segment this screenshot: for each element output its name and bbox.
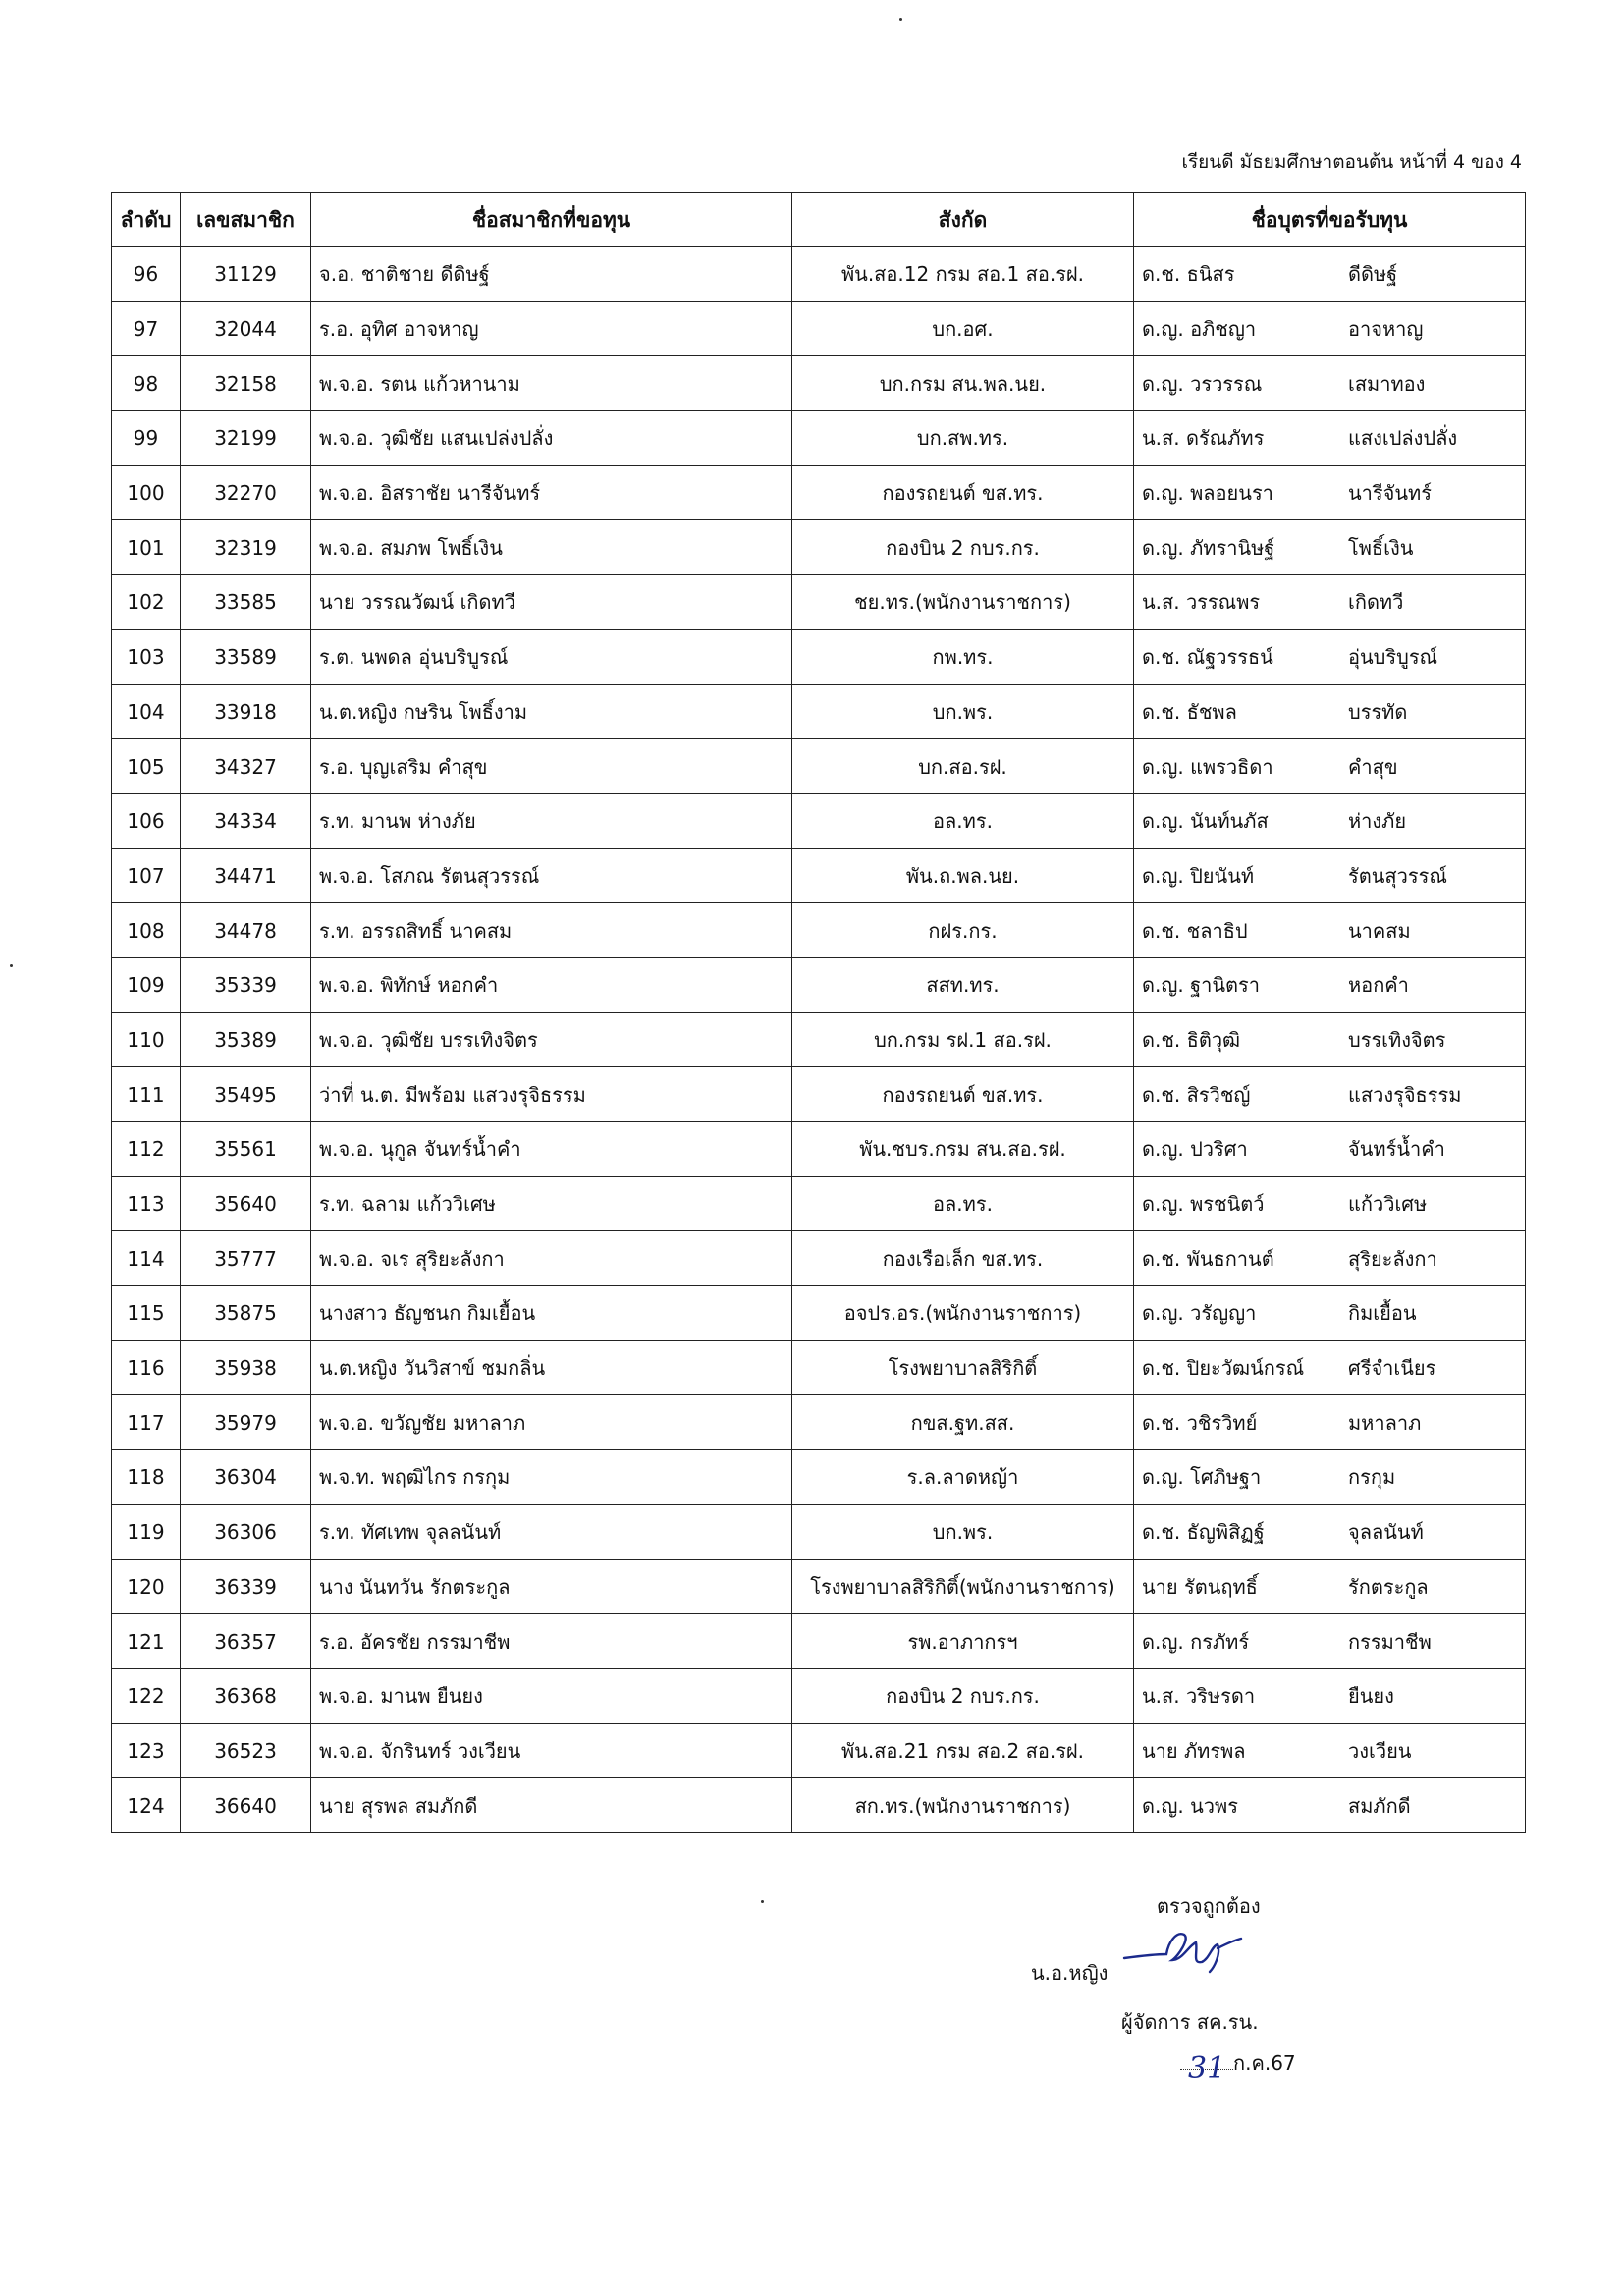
child-surname: อาจหาญ [1348, 317, 1424, 342]
table-row [112, 1340, 1526, 1395]
table-row [112, 739, 1526, 794]
cell-child-name [1134, 356, 1526, 411]
child-given-name: ด.ช. ธนิสร [1142, 262, 1235, 287]
cell-no: 102 [112, 575, 181, 630]
cell-child-name [1134, 301, 1526, 356]
cell-member-id: 35777 [181, 1231, 311, 1286]
scan-dot [10, 964, 13, 967]
cell-no: 103 [112, 629, 181, 684]
child-surname: รัตนสุวรรณ์ [1348, 863, 1447, 888]
table-header-row [112, 193, 1526, 247]
cell-no: 112 [112, 1122, 181, 1177]
cell-unit: พัน.สอ.21 กรม สอ.2 สอ.รฝ. [792, 1723, 1134, 1778]
child-surname: มหาลาภ [1348, 1410, 1422, 1435]
child-surname: คำสุข [1348, 754, 1398, 779]
cell-member-name: จ.อ. ชาติชาย ดีดิษฐ์ [311, 247, 792, 302]
cell-child-name [1134, 793, 1526, 848]
table-row [112, 1778, 1526, 1833]
cell-no: 113 [112, 1176, 181, 1231]
child-given-name: ด.ญ. พรชนิตว์ [1142, 1192, 1265, 1217]
child-surname: จันทร์น้ำคำ [1348, 1137, 1445, 1162]
cell-member-name: พ.จ.อ. สมภพ โพธิ์เงิน [311, 520, 792, 575]
header-unit: สังกัด [792, 193, 1134, 247]
child-given-name: ด.ช. ธัญพิสิฏฐ์ [1142, 1520, 1265, 1545]
cell-child-name [1134, 1122, 1526, 1177]
cell-child-name [1134, 957, 1526, 1012]
child-surname: กรรมาชีพ [1348, 1629, 1432, 1654]
cell-unit: พัน.สอ.12 กรม สอ.1 สอ.รฝ. [792, 247, 1134, 302]
table-row [112, 411, 1526, 466]
cell-member-name: ร.อ. อัครชัย กรรมาชีพ [311, 1614, 792, 1669]
cell-member-name: พ.จ.อ. นุกูล จันทร์น้ำคำ [311, 1122, 792, 1177]
cell-unit: ชย.ทร.(พนักงานราชการ) [792, 575, 1134, 630]
table-row [112, 848, 1526, 903]
cell-no: 108 [112, 903, 181, 958]
cell-unit: กองบิน 2 กบร.กร. [792, 520, 1134, 575]
scan-dot [899, 18, 902, 21]
cell-child-name [1134, 684, 1526, 739]
child-surname: รักตระกูล [1348, 1574, 1429, 1599]
cell-no: 109 [112, 957, 181, 1012]
child-surname: เสมาทอง [1348, 371, 1426, 396]
child-surname: นาคสม [1348, 918, 1411, 943]
cell-member-name: พ.จ.อ. วุฒิชัย บรรเทิงจิตร [311, 1012, 792, 1067]
table-row [112, 575, 1526, 630]
child-given-name: น.ส. วริษรดา [1142, 1684, 1256, 1709]
cell-child-name [1134, 411, 1526, 466]
cell-no: 123 [112, 1723, 181, 1778]
cell-member-name: ร.ท. ทัศเทพ จุลลนันท์ [311, 1504, 792, 1559]
cell-unit: บก.อศ. [792, 301, 1134, 356]
cell-no: 96 [112, 247, 181, 302]
cell-no: 120 [112, 1559, 181, 1614]
cell-unit: บก.กรม สน.พล.นย. [792, 356, 1134, 411]
signature-date [1180, 2048, 1296, 2086]
child-surname: ดีดิษฐ์ [1348, 262, 1398, 287]
cell-member-id: 35389 [181, 1012, 311, 1067]
child-surname: ยืนยง [1348, 1684, 1394, 1709]
child-surname: หอกคำ [1348, 973, 1409, 998]
cell-no: 110 [112, 1012, 181, 1067]
table-row [112, 1504, 1526, 1559]
cell-member-id: 36304 [181, 1450, 311, 1505]
cell-member-id: 32319 [181, 520, 311, 575]
date-month-year: ก.ค.67 [1233, 2051, 1296, 2075]
scholarship-table [111, 192, 1526, 1833]
cell-unit: ร.ล.ลาดหญ้า [792, 1450, 1134, 1505]
cell-member-id: 36368 [181, 1668, 311, 1723]
cell-child-name [1134, 1286, 1526, 1341]
table-row [112, 629, 1526, 684]
cell-no: 117 [112, 1395, 181, 1450]
cell-member-name: ร.ท. ฉลาม แก้ววิเศษ [311, 1176, 792, 1231]
child-given-name: ด.ญ. วรวรรณ [1142, 371, 1263, 396]
child-given-name: ด.ญ. นวพร [1142, 1793, 1238, 1818]
cell-member-id: 31129 [181, 247, 311, 302]
cell-unit: อจปร.อร.(พนักงานราชการ) [792, 1286, 1134, 1341]
cell-no: 121 [112, 1614, 181, 1669]
header-no: ลำดับ [112, 193, 181, 247]
child-surname: กรกุม [1348, 1465, 1396, 1490]
cell-member-name: พ.จ.อ. อิสราชัย นารีจันทร์ [311, 465, 792, 520]
child-surname: แก้ววิเศษ [1348, 1192, 1428, 1217]
cell-child-name [1134, 1559, 1526, 1614]
child-surname: เกิดทวี [1348, 590, 1404, 615]
cell-member-name: นาง นันทวัน รักตระกูล [311, 1559, 792, 1614]
cell-member-name: ร.อ. บุญเสริม คำสุข [311, 739, 792, 794]
cell-member-id: 32158 [181, 356, 311, 411]
child-surname: ห่างภัย [1348, 809, 1407, 834]
child-given-name: ด.ช. วชิรวิทย์ [1142, 1410, 1258, 1435]
child-surname: บรรทัด [1348, 699, 1408, 724]
cell-unit: บก.พร. [792, 684, 1134, 739]
child-given-name: ด.ช. ธัชพล [1142, 699, 1237, 724]
child-given-name: นาย ภัทรพล [1142, 1738, 1246, 1763]
cell-member-name: พ.จ.อ. รตน แก้วหานาม [311, 356, 792, 411]
cell-unit: กองรถยนต์ ขส.ทร. [792, 465, 1134, 520]
cell-member-name: น.ต.หญิง กษริน โพธิ์งาม [311, 684, 792, 739]
cell-member-id: 36306 [181, 1504, 311, 1559]
cell-member-id: 35640 [181, 1176, 311, 1231]
cell-member-id: 35339 [181, 957, 311, 1012]
cell-member-id: 33589 [181, 629, 311, 684]
cell-no: 122 [112, 1668, 181, 1723]
cell-child-name [1134, 575, 1526, 630]
cell-member-id: 34478 [181, 903, 311, 958]
child-surname: อุ่นบริบูรณ์ [1348, 645, 1438, 670]
cell-no: 124 [112, 1778, 181, 1833]
child-surname: โพธิ์เงิน [1348, 535, 1414, 560]
cell-member-id: 35938 [181, 1340, 311, 1395]
cell-child-name [1134, 1450, 1526, 1505]
child-surname: ศรีจำเนียร [1348, 1356, 1436, 1381]
cell-child-name [1134, 848, 1526, 903]
child-given-name: ด.ช. ชลาธิป [1142, 918, 1248, 943]
header-child-name: ชื่อบุตรที่ขอรับทุน [1134, 193, 1526, 247]
cell-unit: พัน.ชบร.กรม สน.สอ.รฝ. [792, 1122, 1134, 1177]
table-row [112, 1012, 1526, 1067]
cell-unit: กองบิน 2 กบร.กร. [792, 1668, 1134, 1723]
cell-member-name: นาย สุรพล สมภักดี [311, 1778, 792, 1833]
table-row [112, 465, 1526, 520]
child-given-name: ด.ญ. แพรวธิดา [1142, 754, 1273, 779]
cell-child-name [1134, 520, 1526, 575]
cell-unit: กพ.ทร. [792, 629, 1134, 684]
cell-child-name [1134, 1668, 1526, 1723]
cell-member-name: ร.อ. อุทิศ อาจหาญ [311, 301, 792, 356]
cell-member-name: นางสาว ธัญชนก กิมเยื้อน [311, 1286, 792, 1341]
child-given-name: ด.ช. สิรวิชญ์ [1142, 1082, 1251, 1107]
child-surname: นารีจันทร์ [1348, 481, 1432, 506]
cell-member-name: ว่าที่ น.ต. มีพร้อม แสวงรุจิธรรม [311, 1067, 792, 1122]
cell-unit: อล.ทร. [792, 1176, 1134, 1231]
cell-member-id: 36640 [181, 1778, 311, 1833]
cell-no: 101 [112, 520, 181, 575]
cell-member-name: นาย วรรณวัฒน์ เกิดทวี [311, 575, 792, 630]
table-row [112, 903, 1526, 958]
cell-member-id: 36357 [181, 1614, 311, 1669]
cell-member-name: พ.จ.อ. ขวัญชัย มหาลาภ [311, 1395, 792, 1450]
cell-unit: สก.ทร.(พนักงานราชการ) [792, 1778, 1134, 1833]
child-given-name: น.ส. วรรณพร [1142, 590, 1261, 615]
cell-member-name: พ.จ.อ. โสภณ รัตนสุวรรณ์ [311, 848, 792, 903]
cell-member-name: ร.ท. อรรถสิทธิ์ นาคสม [311, 903, 792, 958]
child-given-name: ด.ญ. ฐานิตรา [1142, 973, 1260, 998]
cell-no: 114 [112, 1231, 181, 1286]
child-surname: สุริยะลังกา [1348, 1246, 1437, 1271]
cell-child-name [1134, 247, 1526, 302]
cell-no: 118 [112, 1450, 181, 1505]
cell-member-name: ร.ต. นพดล อุ่นบริบูรณ์ [311, 629, 792, 684]
cell-member-id: 35495 [181, 1067, 311, 1122]
cell-unit: โรงพยาบาลสิริกิติ์(พนักงานราชการ) [792, 1559, 1134, 1614]
cell-child-name [1134, 1067, 1526, 1122]
table-row [112, 1559, 1526, 1614]
cell-member-id: 36523 [181, 1723, 311, 1778]
cell-member-name: พ.จ.อ. มานพ ยืนยง [311, 1668, 792, 1723]
cell-member-id: 34334 [181, 793, 311, 848]
cell-no: 97 [112, 301, 181, 356]
child-surname: กิมเยื้อน [1348, 1301, 1417, 1326]
child-given-name: ด.ญ. พลอยนรา [1142, 481, 1273, 506]
cell-no: 98 [112, 356, 181, 411]
cell-child-name [1134, 1723, 1526, 1778]
cell-unit: สสท.ทร. [792, 957, 1134, 1012]
cell-child-name [1134, 465, 1526, 520]
table-row [112, 1395, 1526, 1450]
cell-child-name [1134, 1176, 1526, 1231]
cell-member-id: 32199 [181, 411, 311, 466]
child-given-name: ด.ญ. ปิยนันท์ [1142, 863, 1255, 888]
table-row [112, 1450, 1526, 1505]
date-day: 31 [1188, 2051, 1226, 2086]
cell-no: 105 [112, 739, 181, 794]
cell-no: 116 [112, 1340, 181, 1395]
child-surname: บรรเทิงจิตร [1348, 1027, 1446, 1052]
cell-member-name: พ.จ.อ. พิทักษ์ หอกคำ [311, 957, 792, 1012]
cell-member-id: 32044 [181, 301, 311, 356]
cell-member-name: พ.จ.อ. จเร สุริยะลังกา [311, 1231, 792, 1286]
table-row [112, 684, 1526, 739]
cell-member-name: พ.จ.อ. วุฒิชัย แสนเปล่งปลั่ง [311, 411, 792, 466]
table-row [112, 301, 1526, 356]
cell-child-name [1134, 903, 1526, 958]
table-row [112, 1067, 1526, 1122]
table-row [112, 1122, 1526, 1177]
cell-unit: บก.สพ.ทร. [792, 411, 1134, 466]
child-given-name: น.ส. ดรัณภัทร [1142, 426, 1265, 451]
cell-member-name: ร.ท. มานพ ห่างภัย [311, 793, 792, 848]
child-surname: จุลลนันท์ [1348, 1520, 1424, 1545]
child-given-name: ด.ช. ณัฐวรรธน์ [1142, 645, 1273, 670]
cell-no: 115 [112, 1286, 181, 1341]
signer-position: ผู้จัดการ สค.รน. [1121, 2010, 1259, 2034]
child-given-name: ด.ญ. วรัญญา [1142, 1301, 1257, 1326]
table-row [112, 1286, 1526, 1341]
child-given-name: ด.ช. ธิติวุฒิ [1142, 1027, 1241, 1052]
table-row [112, 356, 1526, 411]
cell-unit: กองรถยนต์ ขส.ทร. [792, 1067, 1134, 1122]
cell-member-id: 35875 [181, 1286, 311, 1341]
table-row [112, 1668, 1526, 1723]
cell-member-id: 33585 [181, 575, 311, 630]
cell-no: 111 [112, 1067, 181, 1122]
cell-no: 99 [112, 411, 181, 466]
cell-unit: อล.ทร. [792, 793, 1134, 848]
child-given-name: ด.ญ. อภิชญา [1142, 317, 1257, 342]
signature-block [1021, 1890, 1414, 2087]
cell-no: 119 [112, 1504, 181, 1559]
child-surname: วงเวียน [1348, 1738, 1412, 1763]
cell-unit: รพ.อาภากรฯ [792, 1614, 1134, 1669]
cell-child-name [1134, 1012, 1526, 1067]
table-row [112, 1723, 1526, 1778]
table-row [112, 1176, 1526, 1231]
child-given-name: ด.ช. ปิยะวัฒน์กรณ์ [1142, 1356, 1305, 1381]
table-row [112, 247, 1526, 302]
table-row [112, 793, 1526, 848]
cell-unit: กองเรือเล็ก ขส.ทร. [792, 1231, 1134, 1286]
cell-no: 106 [112, 793, 181, 848]
verified-text: ตรวจถูกต้อง [1157, 1894, 1261, 1918]
child-surname: แสวงรุจิธรรม [1348, 1082, 1462, 1107]
child-surname: แสงเปล่งปลั่ง [1348, 426, 1458, 451]
cell-unit: บก.สอ.รฝ. [792, 739, 1134, 794]
cell-unit: โรงพยาบาลสิริกิติ์ [792, 1340, 1134, 1395]
handwritten-signature [1119, 1925, 1247, 1974]
cell-child-name [1134, 1614, 1526, 1669]
cell-member-id: 32270 [181, 465, 311, 520]
cell-child-name [1134, 1504, 1526, 1559]
cell-unit: กขส.ฐท.สส. [792, 1395, 1134, 1450]
child-given-name: นาย รัตนฤทธิ์ [1142, 1574, 1258, 1599]
cell-child-name [1134, 1340, 1526, 1395]
cell-member-id: 35561 [181, 1122, 311, 1177]
cell-no: 100 [112, 465, 181, 520]
child-given-name: ด.ญ. นันท์นภัส [1142, 809, 1269, 834]
cell-member-id: 36339 [181, 1559, 311, 1614]
child-given-name: ด.ญ. ปวริศา [1142, 1137, 1248, 1162]
cell-child-name [1134, 1778, 1526, 1833]
cell-member-id: 34327 [181, 739, 311, 794]
cell-no: 107 [112, 848, 181, 903]
cell-child-name [1134, 1395, 1526, 1450]
cell-child-name [1134, 629, 1526, 684]
child-given-name: ด.ญ. โศภิษฐา [1142, 1465, 1262, 1490]
table-row [112, 1614, 1526, 1669]
header-member-id: เลขสมาชิก [181, 193, 311, 247]
date-day-line [1180, 2051, 1233, 2086]
table-row [112, 1231, 1526, 1286]
cell-member-id: 35979 [181, 1395, 311, 1450]
signer-rank: น.อ.หญิง [1031, 1961, 1109, 1985]
scan-dot [761, 1900, 764, 1903]
cell-member-name: น.ต.หญิง วันวิสาข์ ชมกลิ่น [311, 1340, 792, 1395]
cell-unit: พัน.ถ.พล.นย. [792, 848, 1134, 903]
header-member-name: ชื่อสมาชิกที่ขอทุน [311, 193, 792, 247]
cell-member-id: 33918 [181, 684, 311, 739]
cell-member-id: 34471 [181, 848, 311, 903]
cell-child-name [1134, 1231, 1526, 1286]
cell-child-name [1134, 739, 1526, 794]
cell-member-name: พ.จ.ท. พฤฒิไกร กรกุม [311, 1450, 792, 1505]
table-row [112, 520, 1526, 575]
child-given-name: ด.ญ. กรภัทร์ [1142, 1629, 1250, 1654]
cell-member-name: พ.จ.อ. จักรินทร์ วงเวียน [311, 1723, 792, 1778]
child-surname: สมภักดี [1348, 1793, 1411, 1818]
cell-no: 104 [112, 684, 181, 739]
child-given-name: ด.ญ. ภัทรานิษฐ์ [1142, 535, 1275, 560]
child-given-name: ด.ช. พันธกานต์ [1142, 1246, 1274, 1271]
cell-unit: บก.พร. [792, 1504, 1134, 1559]
cell-unit: กฝร.กร. [792, 903, 1134, 958]
cell-unit: บก.กรม รฝ.1 สอ.รฝ. [792, 1012, 1134, 1067]
table-row [112, 957, 1526, 1012]
page-header: เรียนดี มัธยมศึกษาตอนต้น หน้าที่ 4 ของ 4 [1181, 151, 1522, 173]
